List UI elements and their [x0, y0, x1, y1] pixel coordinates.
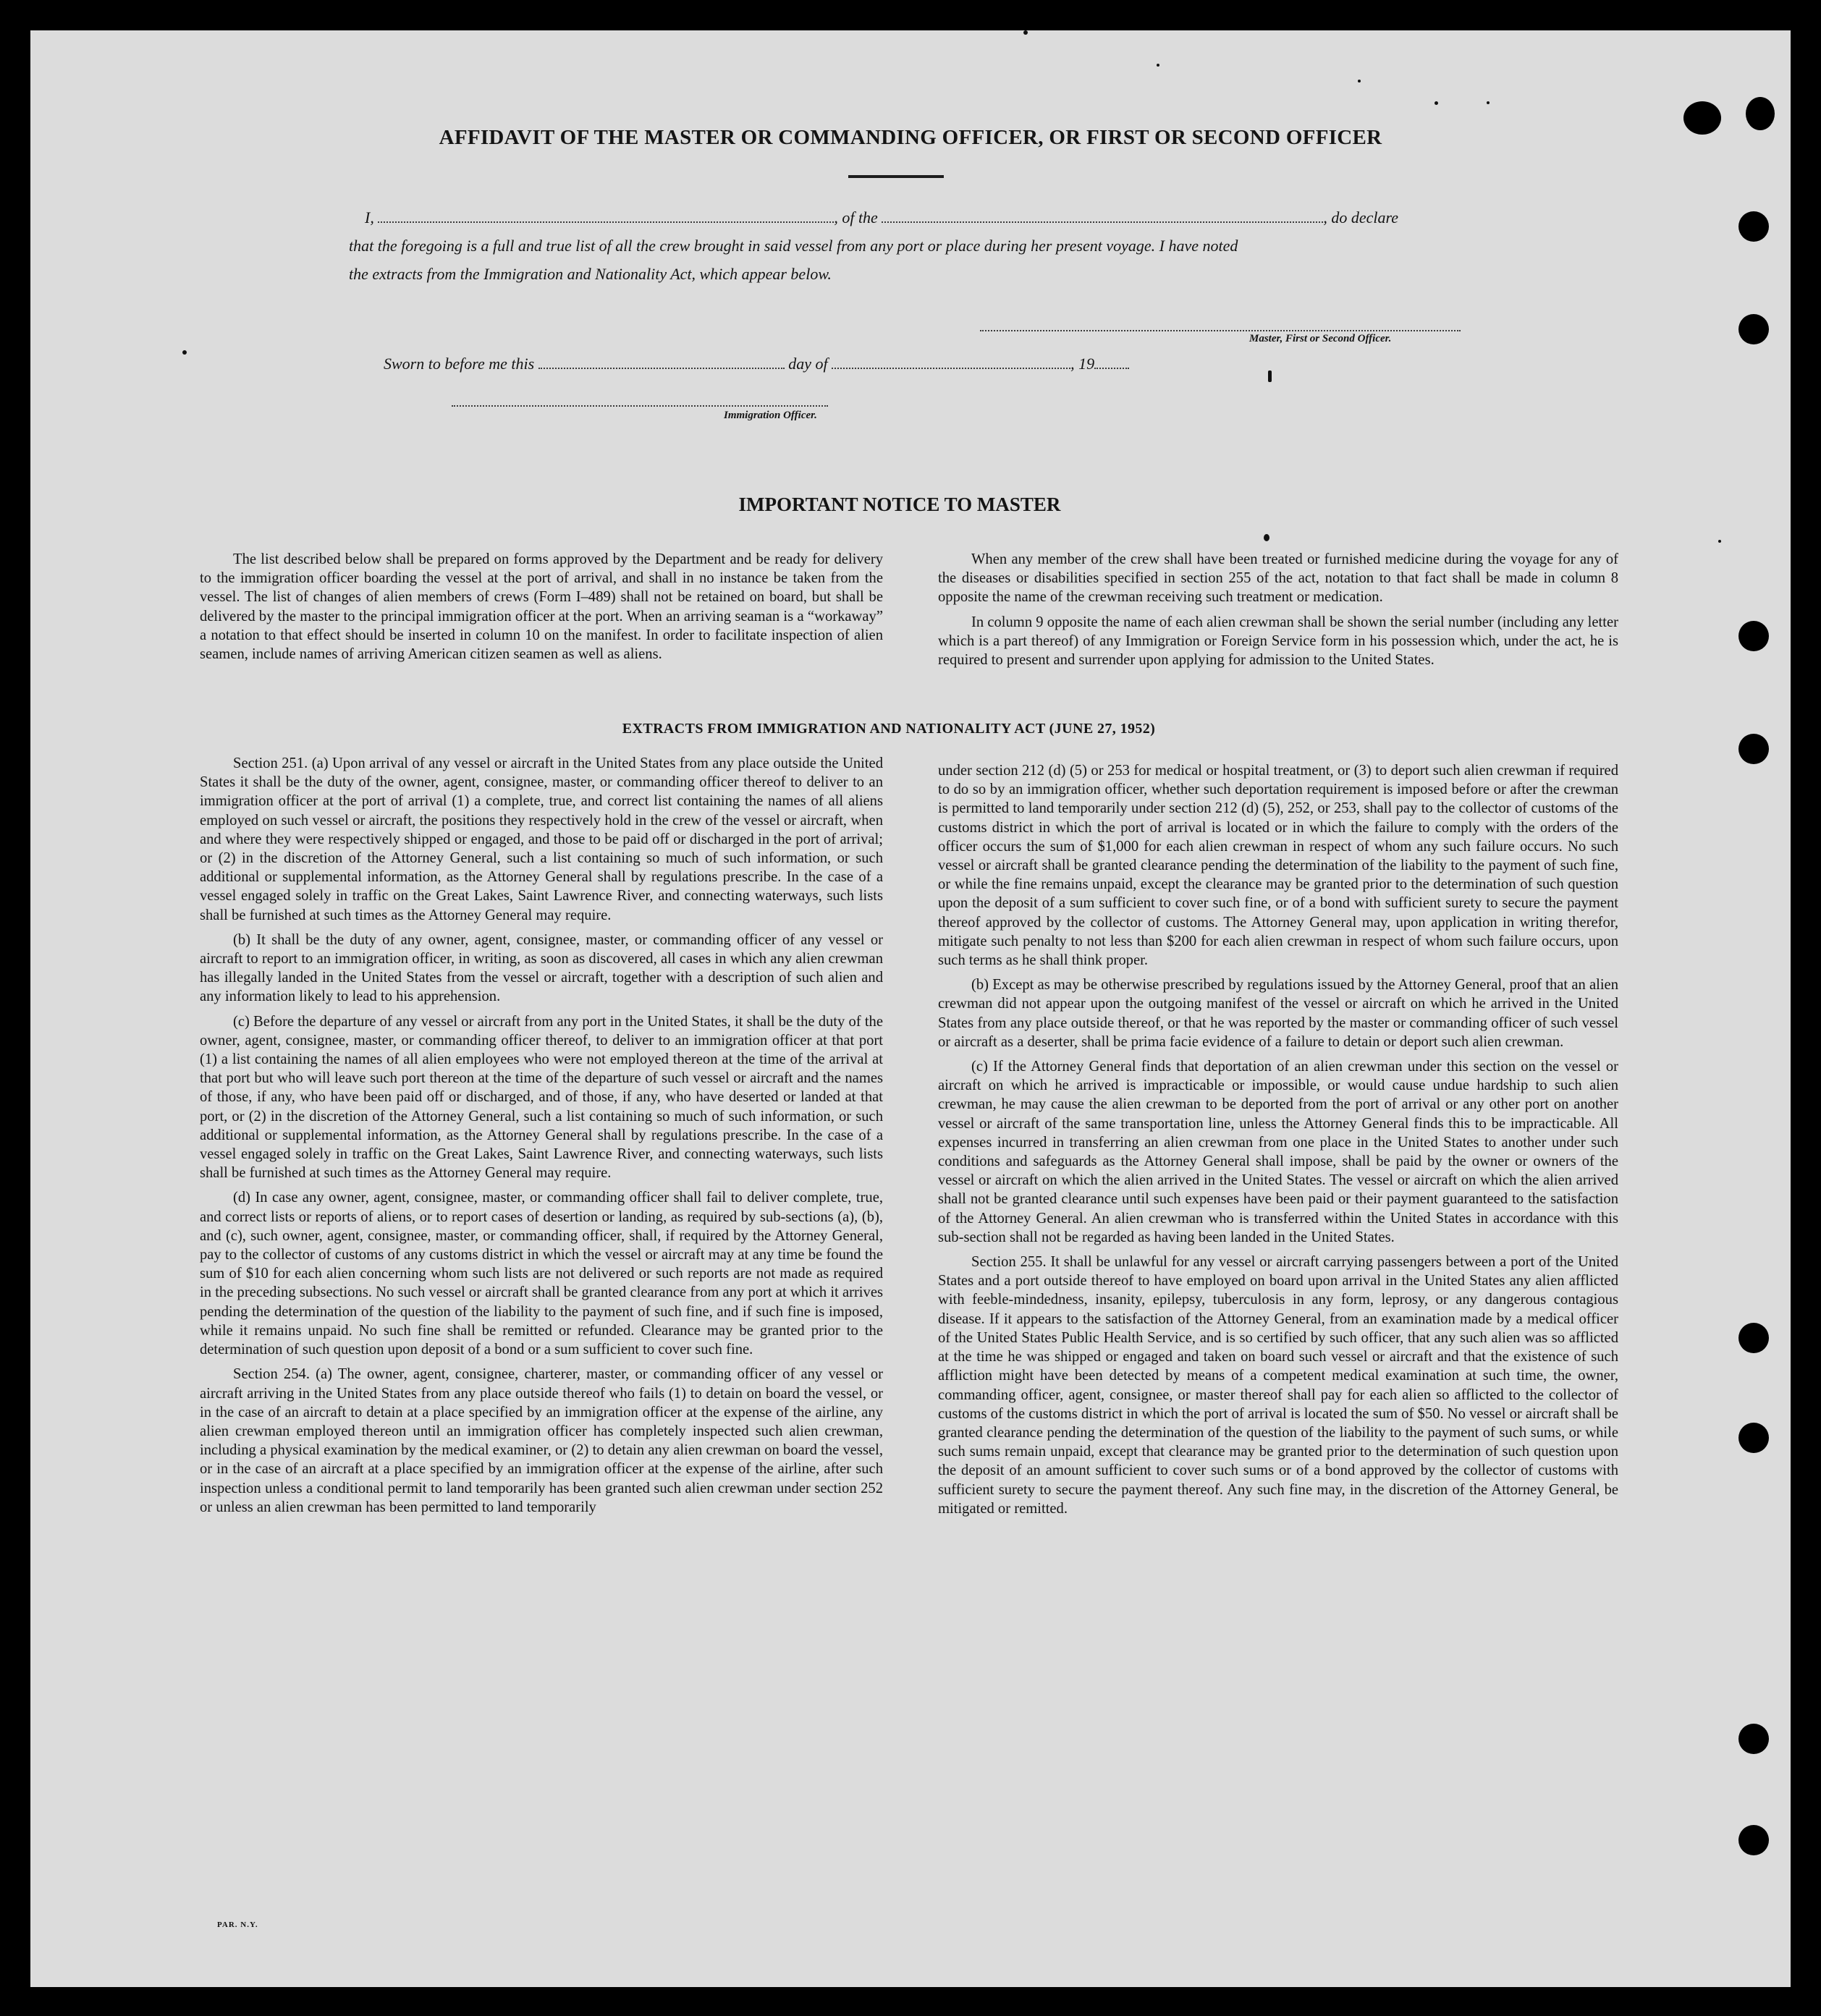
declaration-text-2: the extracts from the Immigration and Nationality Act, which appear below.: [349, 265, 832, 283]
speck: [182, 350, 187, 355]
affidavit-title: AFFIDAVIT OF THE MASTER OR COMMANDING OFFICER, OR FIRST OR SECOND OFFICER: [439, 126, 1382, 149]
speck: [1268, 370, 1272, 382]
of-the-label: , of the: [834, 208, 878, 226]
sworn-month-blank[interactable]: [832, 353, 1070, 369]
punch-hole: [1738, 1323, 1769, 1353]
extract-paragraph: Section 254. (a) The owner, agent, consignee, charterer, master, or commanding officer of any vessel or aircraft arriving in the United States from any place outside thereof who fails (1) to detain on board the vessel, or in the case of an aircraft to detain at a place specified by an immigration officer at the expense of the airline, any alien crewman employed thereon until an immigration officer has completely inspected such alien crewman, including a physical examination by the medical examiner, or (2) to detain any alien crewman on board the vessel, or in the case of an aircraft at a place specified by an immigration officer at the expense of the airline, after such inspection unless a conditional permit to land temporarily has been granted such alien crewman under section 252 or unless an alien crewman has been permitted to land temporarily: [200, 1366, 883, 1515]
speck: [1023, 30, 1028, 35]
do-declare-label: , do declare: [1323, 208, 1398, 226]
speck: [1157, 64, 1159, 67]
extracts-heading: EXTRACTS FROM IMMIGRATION AND NATIONALITY ACT (JUNE 27, 1952): [622, 721, 1156, 737]
sworn-day-blank[interactable]: [538, 353, 785, 369]
extract-paragraph: Section 255. It shall be unlawful for any vessel or aircraft carrying passengers between a port of the United States and a port outside thereof to have employed on board upon arrival in the United States any alien afflicted with feeble-mindedness, insanity, epilepsy, tuberculosis in any form, leprosy, or any dangerous contagious disease. If it appears to the satisfaction of the Attorney General, from an examination made by a medical officer of the United States Public Health Service, and is so certified by such officer, that any such alien was so afflicted at the time he was shipped or engaged and taken on board such vessel or aircraft and that the existence of such affliction might have been detected by means of a competent medical examination at such time, the owner, commanding officer, agent, consignee, or master thereof shall pay for each alien so afflicted to the collector of customs of the customs district in which the port of arrival is located the sum of $50. No vessel or aircraft shall be granted clearance pending the determination of the question of the liability to the payment of such sums, or while such sums remain unpaid, except that clearance may be granted prior to the determination of such question upon the deposit of an amount sufficient to cover such sums or of a bond approved by the collector of customs with sufficient surety to secure the payment thereof. Any such fine may, in the discretion of the Attorney General, be mitigated or remitted.: [938, 1254, 1618, 1517]
punch-hole: [1738, 1724, 1769, 1754]
declarant-prefix: I,: [365, 208, 374, 226]
notice-paragraph: In column 9 opposite the name of each alien crewman shall be shown the serial number (including any letter which is a part thereof) of any Immigration or Foreign Service form in his possession which, under the act, he is required to present and surrender upon applying for admission to the United States.: [938, 614, 1618, 669]
speck: [1435, 101, 1438, 105]
extract-paragraph: under section 212 (d) (5) or 253 for medical or hospital treatment, or (3) to deport such alien crewman if required to do so by an immigration officer, whether such deportation requirement is imposed before or after the crewman is permitted to land temporarily under section 212 (d) (5), 252, or 253, shall pay to the collector of customs of the customs district in which the port of arrival is located or in which the failure to comply with the orders of the officer occurs the sum of $1,000 for each alien crewman in respect of whom any such failure occurs. No such vessel or aircraft shall be granted clearance pending the determination of the liability to the payment of such fine, or while the fine remains unpaid, except the clearance may be granted prior to the determination of such question upon the deposit of a sum sufficient to cover such fine, or of a bond with sufficient surety to secure the payment thereof approved by the collector of customs. The Attorney General may, upon application in writing therefor, mitigate such penalty to not less than $200 for each alien crewman in respect of whom such failure occurs, upon such terms as he shall think proper.: [938, 763, 1618, 969]
officer-signature-label: Immigration Officer.: [724, 410, 817, 421]
declaration-text-1: that the foregoing is a full and true list of all the crew brought in said vessel from any port or place during her present voyage. I have noted: [349, 237, 1238, 255]
notice-paragraph: When any member of the crew shall have been treated or furnished medicine during the voyage for any of the diseases or disabilities specified in section 255 of the act, notation to that fact shall be made in column 8 opposite the name of the crewman receiving such treatment or medication.: [938, 551, 1618, 606]
sworn-line: [384, 353, 1129, 373]
extract-paragraph: (d) In case any owner, agent, consignee, master, or commanding officer shall fail to deliver complete, true, and correct lists or reports of aliens, or to report cases of desertion or landing, as required by sub-sections (a), (b), and (c), such owner, agent, consignee, master, or commanding officer, shall, if required by the Attorney General, pay to the collector of customs of any customs district in which the vessel or aircraft may at any time be found the sum of $10 for each alien concerning whom such lists are not delivered or such reports are not made as required in the preceding subsections. No such vessel or aircraft shall be granted clearance from any port at which it arrives pending the determination of the question of the liability to the payment of such fine, and if such fine is imposed, while it remains unpaid. No such fine shall be remitted or refunded. Clearance may be granted prior to the determination of such question upon deposit of a bond or a sum sufficient to cover such fine.: [200, 1190, 883, 1358]
form-page: [30, 30, 1791, 1987]
master-signature-line[interactable]: [980, 330, 1461, 331]
extract-paragraph: (c) Before the departure of any vessel or aircraft from any port in the United States, it shall be the duty of the owner, agent, consignee, master, or commanding officer thereof, to deliver to an immigration officer at that port (1) a list containing the names of all alien employees who were not employed thereon at the time of the arrival at that port but who will leave such port thereon at the time of the departure of such vessel or aircraft and the names of those, if any, who have been paid off or discharged, and of those, if any, who have deserted or landed at that port, or (2) in the discretion of the Attorney General, such a list containing so much of such information, or such additional or supplemental information, as the Attorney General shall by regulations prescribe. In the case of a vessel engaged solely in traffic on the Great Lakes, Saint Lawrence River, and connecting waterways, such lists shall be furnished at such times as the Attorney General may require.: [200, 1013, 883, 1182]
printer-mark: PAR. N.Y.: [217, 1920, 258, 1929]
notice-left-column: [200, 550, 883, 669]
punch-hole: [1738, 1825, 1769, 1855]
declaration-line: [365, 207, 1398, 227]
extract-paragraph: (b) Except as may be otherwise prescribed by regulations issued by the Attorney General, proof that an alien crewman did not appear upon the outgoing manifest of the vessel or aircraft on which he arrived in the United States from any place outside thereof, or that he was reported by the master or commanding officer of such vessel or aircraft as a deserter, shall be prima facie evidence of a failure to detain or deport such alien crewman.: [938, 977, 1618, 1050]
punch-hole: [1738, 314, 1769, 344]
vessel-name-blank[interactable]: [882, 207, 1323, 223]
speck: [1487, 101, 1490, 104]
sworn-label: Sworn to before me this: [384, 355, 535, 373]
speck: [1358, 80, 1361, 82]
notice-heading: IMPORTANT NOTICE TO MASTER: [738, 494, 1061, 515]
extract-paragraph: (b) It shall be the duty of any owner, agent, consignee, master, or commanding officer of any vessel or aircraft to report to an immigration officer, in writing, as soon as discovered, all cases in which any alien crewman has illegally landed in the United States from the vessel or aircraft, together with a description of such alien and any information likely to lead to his apprehension.: [200, 931, 883, 1005]
officer-signature-line[interactable]: [452, 405, 828, 407]
declarant-name-blank[interactable]: [378, 207, 834, 223]
notice-right-column: [938, 550, 1618, 675]
extracts-right-column: [938, 761, 1618, 1524]
extracts-left-column: [200, 754, 883, 1522]
year-prefix: , 19: [1070, 355, 1095, 373]
day-of-label: day of: [788, 355, 828, 373]
extract-paragraph: (c) If the Attorney General finds that deportation of an alien crewman under this section on the vessel or aircraft on which he arrived is impracticable or impossible, or would cause undue hardship to such alien crewman, he may cause the alien crewman to be deported from the port of arrival or any other port on another vessel or aircraft of the same transportation line, unless the Attorney General finds this to be impracticable. All expenses incurred in transferring an alien crewman from one place in the United States to another under such conditions and safeguards as the Attorney General shall impose, shall be paid by the owner or owners of the vessel or aircraft on which the alien arrived in the United States. The vessel or aircraft on which the alien arrived shall not be granted clearance until such expenses have been paid or their payment guaranteed to the satisfaction of the Attorney General. An alien crewman who is transferred within the United States in accordance with this sub-section shall not be regarded as having been landed in the United States.: [938, 1059, 1618, 1245]
extract-paragraph: Section 251. (a) Upon arrival of any vessel or aircraft in the United States from any place outside the United States it shall be the duty of the owner, agent, consignee, master, or commanding officer thereof to deliver to an immigration officer at the port of arrival (1) a complete, true, and correct list containing the names of all aliens employed on such vessel or aircraft, the positions they respectively hold in the crew of the vessel or aircraft, when and where they were respectively shipped or engaged, and those to be paid off or discharged in the port of arrival; or (2) in the discretion of the Attorney General, such a list containing so much of such information, or such additional or supplemental information, as the Attorney General shall by regulations prescribe. In the case of a vessel engaged solely in traffic on the Great Lakes, Saint Lawrence River, and connecting waterways, such lists shall be furnished at such times as the Attorney General may require.: [200, 755, 883, 923]
sworn-year-blank[interactable]: [1094, 353, 1129, 369]
punch-hole: [1738, 211, 1769, 242]
title-underline: [848, 175, 944, 178]
notice-paragraph: The list described below shall be prepared on forms approved by the Department and be ready for delivery to the immigration officer boarding the vessel at the port of arrival, and shall in no instance be taken from the vessel. The list of changes of alien members of crews (Form I–489) shall not be retained on board, but shall be delivered by the master to the principal immigration officer at the port. When an arriving seaman is a “workaway” a notation to that effect should be inserted in column 10 on the manifest. In order to facilitate inspection of alien seamen, include names of arriving American citizen seamen as well as aliens.: [200, 551, 883, 663]
speck: [1718, 540, 1721, 543]
punch-hole: [1738, 1423, 1769, 1453]
punch-hole: [1738, 621, 1769, 651]
speck: [1264, 534, 1269, 541]
master-signature-label: Master, First or Second Officer.: [1249, 333, 1392, 344]
punch-hole: [1738, 734, 1769, 764]
